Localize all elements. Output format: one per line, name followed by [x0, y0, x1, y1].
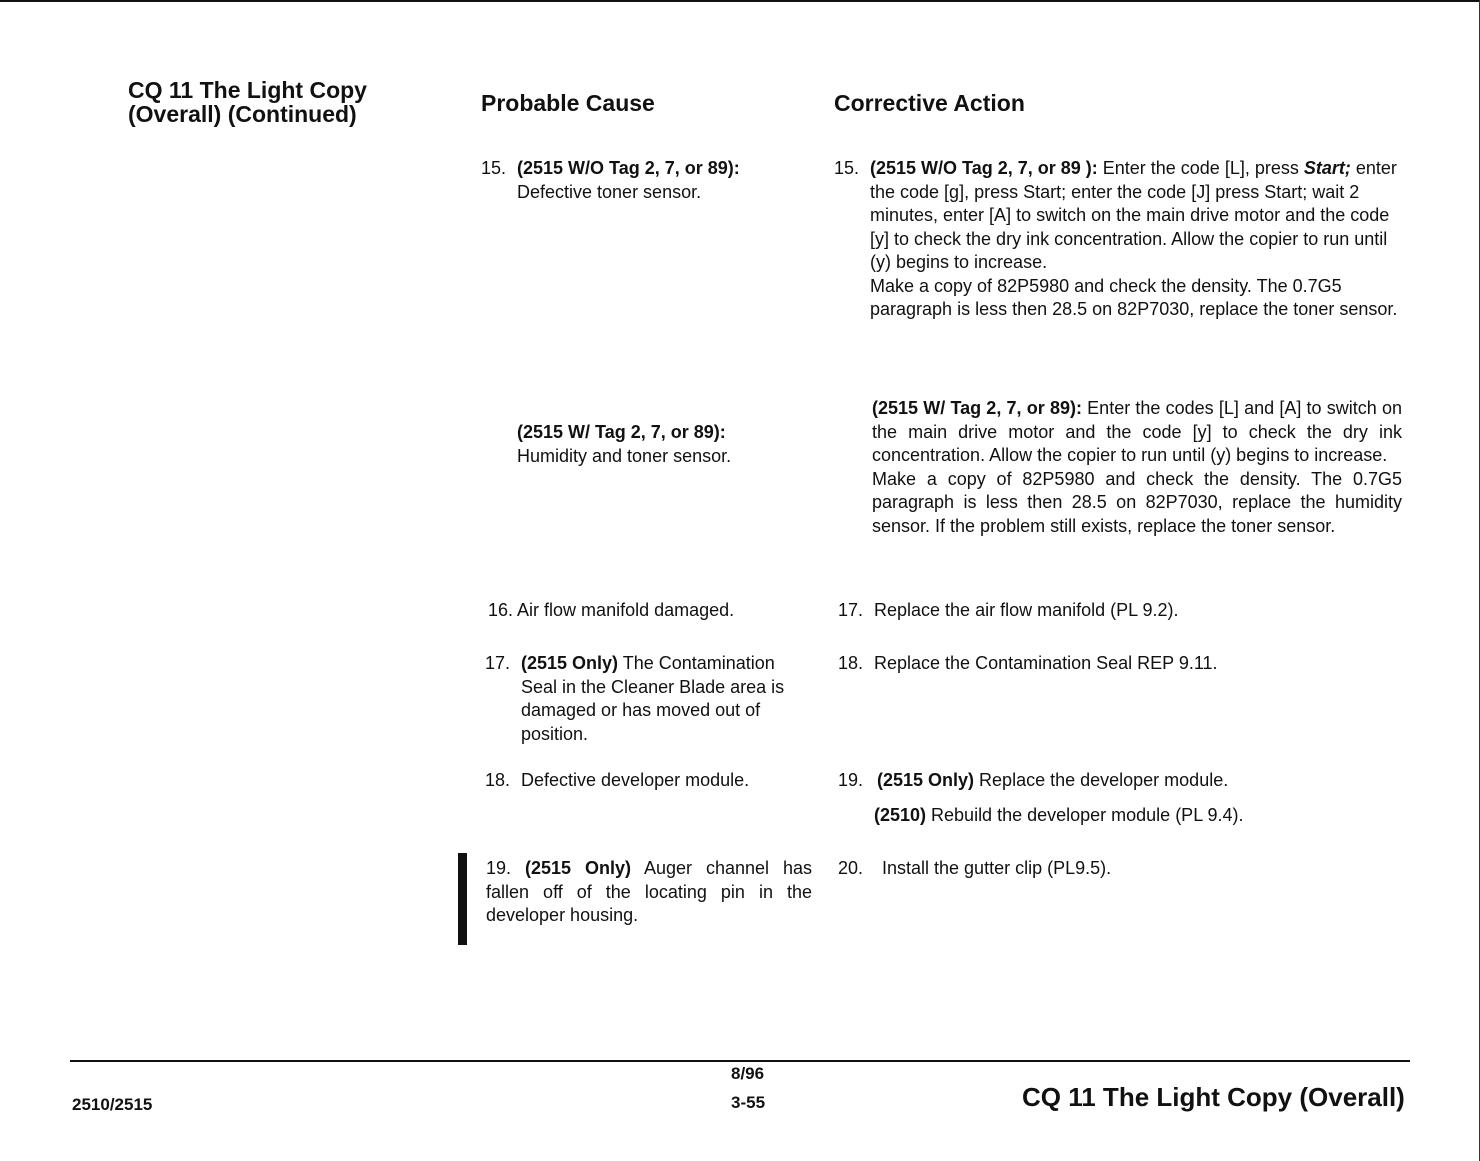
- action-item-18: [838, 652, 1398, 676]
- action-number: 19.: [838, 770, 864, 790]
- cause-number: 19.: [486, 858, 512, 878]
- action-item-19: [838, 769, 1398, 827]
- cause-condition: (2515 Only): [525, 858, 631, 878]
- action-text: Replace the developer module.: [974, 770, 1229, 790]
- cause-item-15a: [481, 157, 781, 204]
- action-text: enter the code [g], press Start; enter the code [J] press Start; wait 2 minutes, enter [A] to switch on the main drive motor and the code [y] to check the dry ink concentration. Allow the copier to run until (y) begins to increase.: [870, 158, 1397, 272]
- footer-model: 2510/2515: [72, 1095, 153, 1114]
- action-text: Enter the codes [L] and [A] to switch on the main drive motor and the code [y] to check the dry ink concentration. Allow the copier to run until (y) begins to increase.: [872, 398, 1402, 465]
- action-text: Replace the Contamination Seal REP 9.11.: [874, 653, 1218, 673]
- corrective-action-heading: Corrective Action: [834, 90, 1025, 116]
- cause-item-17: [485, 652, 805, 746]
- action-condition: (2515 Only): [877, 770, 975, 790]
- cause-text: Defective toner sensor.: [517, 181, 702, 202]
- cause-text: Humidity and toner sensor.: [517, 445, 732, 466]
- action-item-17: [838, 599, 1398, 623]
- cause-item-15b: [517, 421, 797, 468]
- footer-date: 8/96: [731, 1064, 765, 1083]
- cause-number: 15.: [481, 158, 507, 178]
- cause-text: Auger channel has fallen off of the locating pin in the developer housing.: [486, 858, 812, 925]
- top-border: [0, 0, 1480, 2]
- cause-item-16: [488, 599, 808, 623]
- action-number: 18.: [838, 653, 864, 673]
- action-condition: (2510): [874, 804, 927, 825]
- action-number: 15.: [834, 158, 860, 178]
- action-number: 20.: [838, 858, 864, 878]
- section-title-line1: CQ 11 The Light Copy: [128, 77, 367, 103]
- action-text: Enter the code [L], press: [1097, 158, 1304, 178]
- cause-condition: (2515 W/ Tag 2, 7, or 89):: [517, 422, 726, 442]
- action-condition: (2515 W/O Tag 2, 7, or 89 ):: [870, 158, 1098, 178]
- footer-rule: [70, 1060, 1410, 1062]
- action-text: Replace the air flow manifold (PL 9.2).: [874, 600, 1179, 620]
- cause-item-18: [485, 769, 805, 793]
- cause-condition: (2515 Only): [521, 653, 619, 673]
- probable-cause-heading: Probable Cause: [481, 90, 655, 116]
- cause-text: The Contamination Seal in the Cleaner Blade area is damaged or has moved out of position.: [521, 653, 785, 744]
- action-number: 17.: [838, 600, 864, 620]
- cause-number: 17.: [485, 653, 511, 673]
- action-emphasis: Start;: [1303, 158, 1351, 178]
- cause-text: Defective developer module.: [521, 770, 750, 790]
- action-text: Install the gutter clip (PL9.5).: [882, 858, 1112, 878]
- action-item-15b: [872, 397, 1402, 538]
- change-bar: [458, 853, 467, 945]
- section-title: [128, 78, 388, 126]
- cause-number: 18.: [485, 770, 511, 790]
- cause-condition: (2515 W/O Tag 2, 7, or 89):: [517, 158, 740, 178]
- cause-item-19: [486, 857, 812, 928]
- action-item-20: [838, 857, 1398, 881]
- footer-section-title: CQ 11 The Light Copy (Overall): [1022, 1082, 1405, 1112]
- action-text: Make a copy of 82P5980 and check the density. The 0.7G5 paragraph is less then 28.5 on 82P7030, replace the toner sensor.: [870, 275, 1398, 319]
- footer-page-number: 3-55: [731, 1093, 766, 1112]
- section-title-line2: (Overall) (Continued): [128, 101, 357, 127]
- cause-number: 16.: [488, 600, 514, 620]
- action-item-15a: [834, 157, 1404, 322]
- action-text: Rebuild the developer module (PL 9.4).: [926, 804, 1244, 825]
- cause-text: Air flow manifold damaged.: [517, 600, 735, 620]
- action-text: Make a copy of 82P5980 and check the density. The 0.7G5 paragraph is less then 28.5 on 82P7030, replace the humidity sensor. If the problem still exists, replace the toner sensor.: [872, 468, 1402, 536]
- action-condition: (2515 W/ Tag 2, 7, or 89):: [872, 398, 1082, 418]
